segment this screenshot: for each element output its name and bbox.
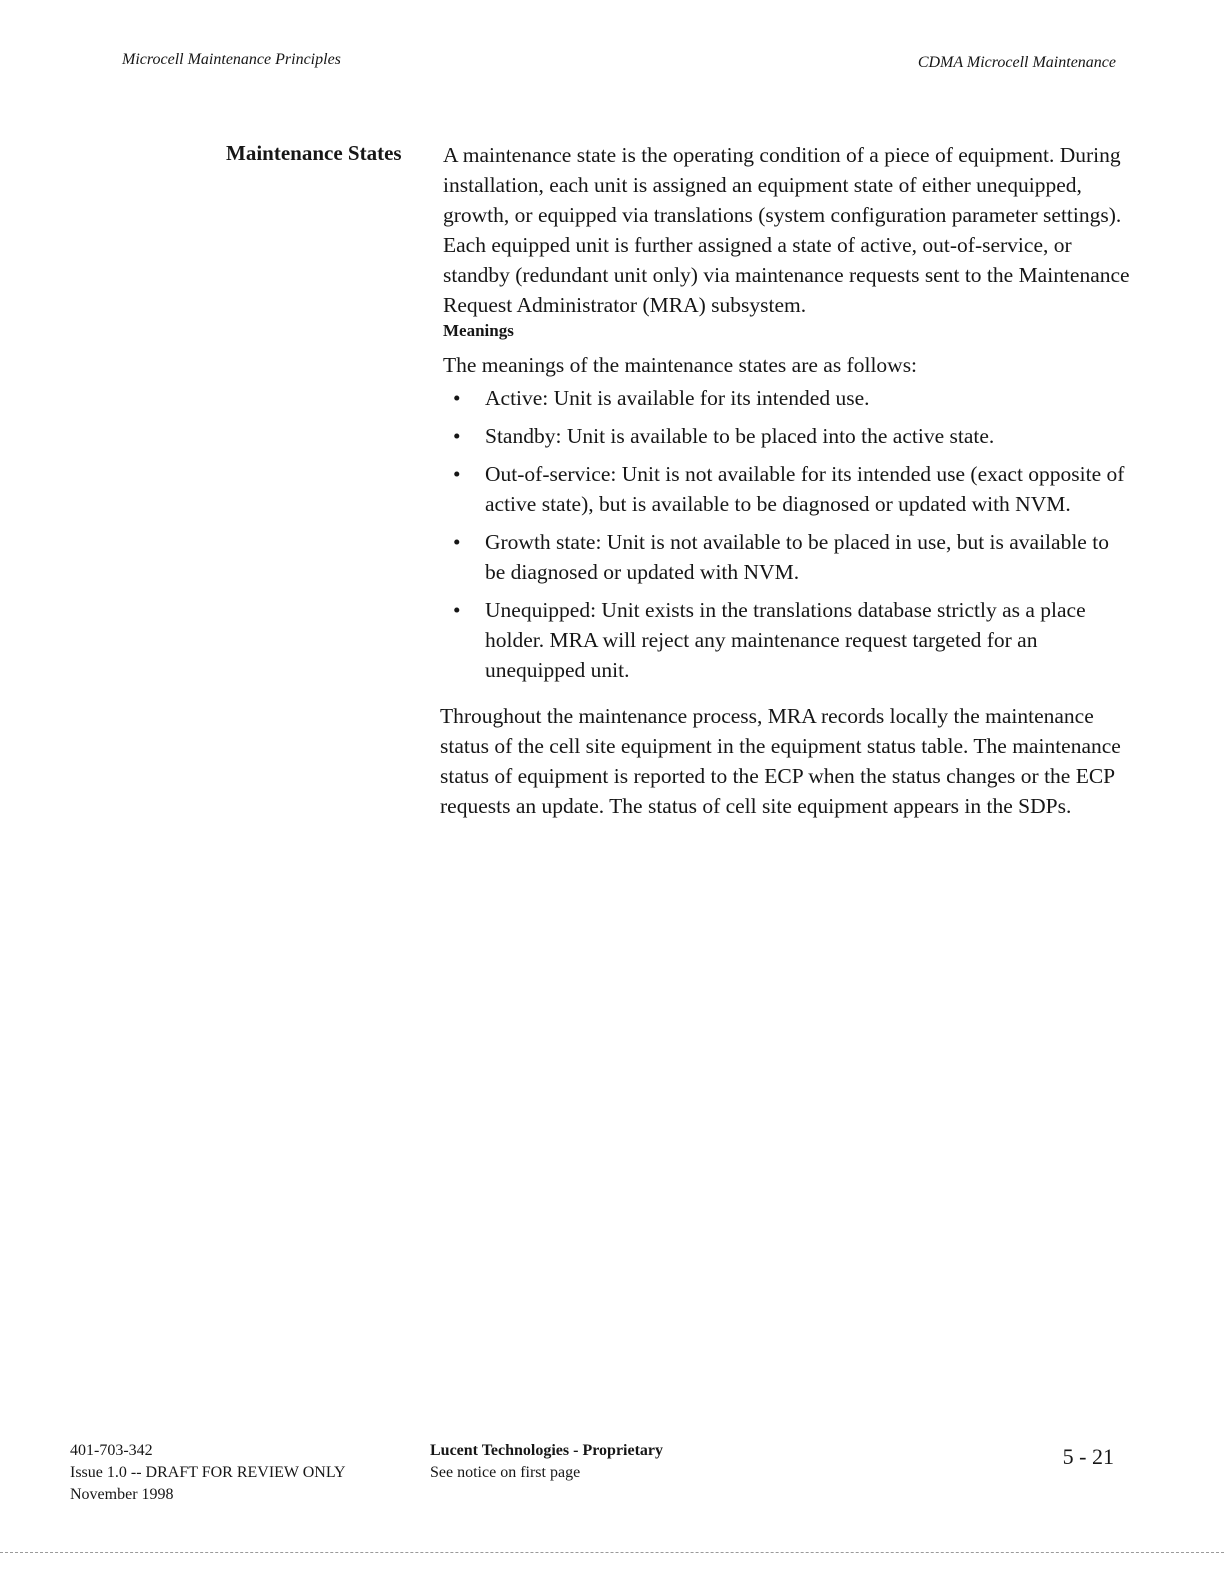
- issue-date: November 1998: [70, 1486, 174, 1503]
- body-column: [440, 140, 1133, 821]
- meanings-subheading: Meanings: [443, 321, 514, 340]
- bullet-icon: •: [453, 424, 461, 448]
- list-item: [443, 527, 1133, 587]
- list-item: [443, 459, 1133, 519]
- footer-doc-info: [70, 1440, 346, 1506]
- list-item-text: Active: Unit is available for its intended use.: [485, 386, 870, 410]
- list-item-text: Out-of-service: Unit is not available for its intended use (exact opposite of active state), but is available to be diagnosed or updated with NVM.: [485, 462, 1125, 516]
- page-number: 5 - 21: [1062, 1444, 1114, 1469]
- state-list: [443, 383, 1133, 685]
- closing-paragraph: Throughout the maintenance process, MRA records locally the maintenance status of the cell site equipment in the equipment status table. The maintenance status of equipment is reported to the ECP when the status changes or the ECP requests an update. The status of cell site equipment appears in the SDPs.: [440, 704, 1121, 818]
- list-item: [443, 421, 1133, 451]
- bullet-icon: •: [453, 530, 461, 554]
- company-notice: Lucent Technologies - Proprietary: [430, 1442, 664, 1459]
- bullet-icon: •: [453, 462, 461, 486]
- running-header-right: CDMA Microcell Maintenance: [917, 54, 1116, 71]
- list-item: [443, 595, 1133, 685]
- bullet-icon: •: [453, 386, 461, 410]
- doc-number: 401-703-342: [70, 1442, 153, 1459]
- see-notice: See notice on first page: [430, 1464, 581, 1481]
- section-heading: Maintenance States: [226, 141, 402, 165]
- meanings-intro-paragraph: The meanings of the maintenance states are as follows:: [443, 353, 918, 377]
- bottom-divider: [0, 1552, 1224, 1553]
- list-item-text: Standby: Unit is available to be placed into the active state.: [485, 424, 995, 448]
- list-item-text: Unequipped: Unit exists in the translations database strictly as a place holder. MRA will reject any maintenance request targeted for an unequipped unit.: [485, 598, 1086, 682]
- footer-proprietary: [430, 1440, 663, 1484]
- issue-line: Issue 1.0 -- DRAFT FOR REVIEW ONLY: [70, 1464, 346, 1481]
- running-header-left: Microcell Maintenance Principles: [122, 51, 341, 68]
- intro-paragraph: A maintenance state is the operating condition of a piece of equipment. During installation, each unit is assigned an equipment state of either unequipped, growth, or equipped via translations (system configuration parameter settings). Each equipped unit is further assigned a state of active, out-of-service, or standby (redundant unit only) via maintenance requests sent to the Maintenance Request Administrator (MRA) subsystem.: [443, 143, 1130, 317]
- bullet-icon: •: [453, 598, 461, 622]
- list-item-text: Growth state: Unit is not available to be placed in use, but is available to be diagnosed or updated with NVM.: [485, 530, 1109, 584]
- list-item: [443, 383, 1133, 413]
